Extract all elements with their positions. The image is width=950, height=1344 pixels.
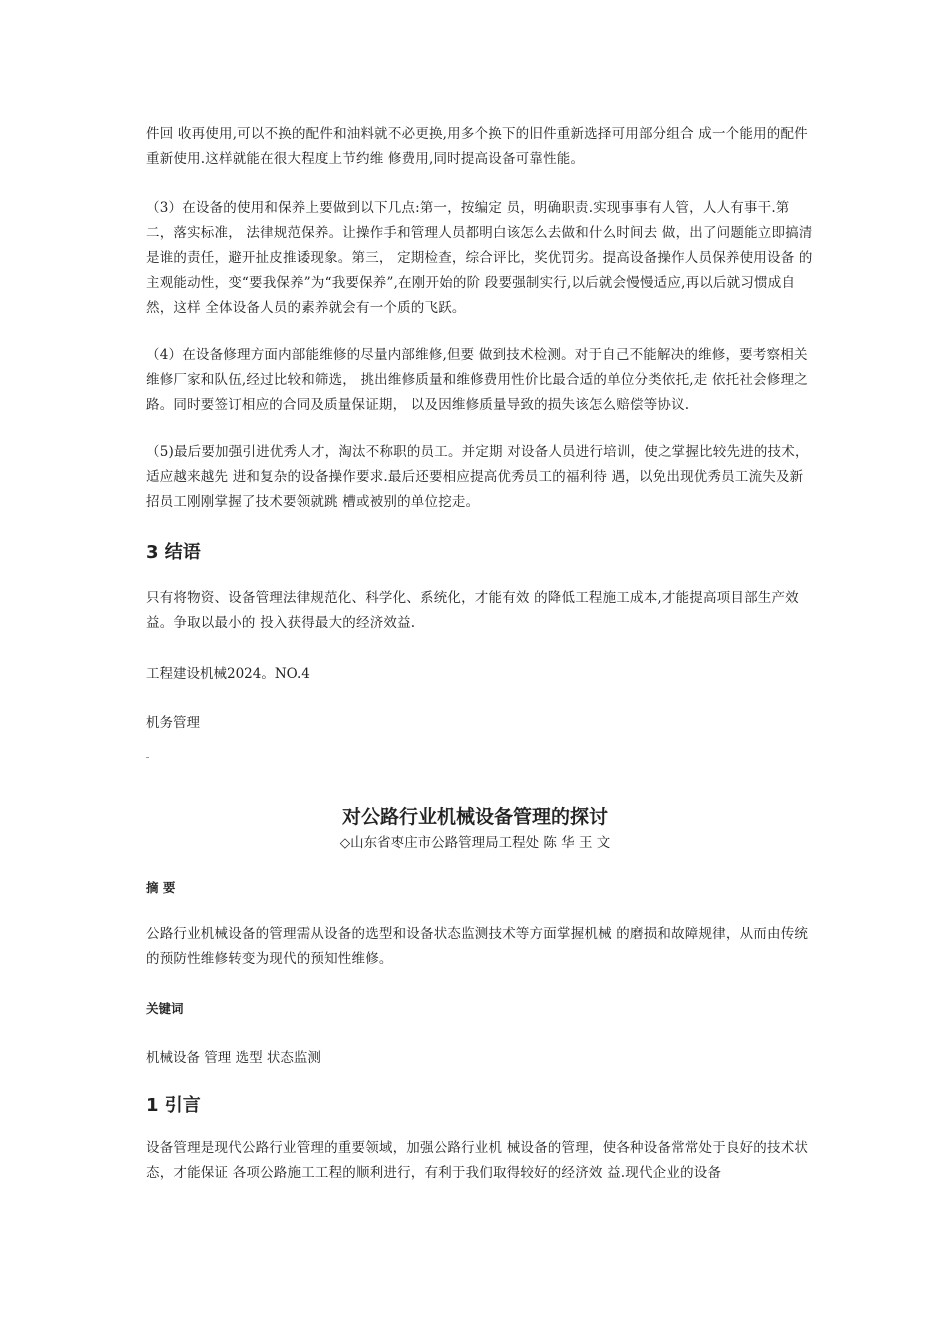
abstract-text: 公路行业机械设备的管理需从设备的选型和设备状态监测技术等方面掌握机械 的磨损和故障规律，从而由传统的预防性维修转变为现代的预知性维修。 [146, 926, 809, 967]
paragraph-repair: （4）在设备修理方面内部能维修的尽量内部维修,但要 做到技术检测。对于自己不能解决的维修，要考察相关维修厂家和队伍,经过比较和筛选， 挑出维修质量和维修费用性价比最合适的单位分类依托,走 依托社会修理之路。同时要签订相应的合同及质量保证期， 以及因维修质量导致的损失该怎么赔偿等协议. [146, 347, 808, 413]
keywords-text: 机械设备 管理 选型 状态监测 [146, 1050, 321, 1066]
article-title: 对公路行业机械设备管理的探讨 [341, 806, 608, 828]
article-byline: ◇山东省枣庄市公路管理局工程处 陈 华 王 文 [339, 835, 611, 851]
keywords-label: 关键词 [146, 1001, 184, 1016]
paragraph-parts-reuse: 件回 收再使用,可以不换的配件和油料就不必更换,用多个换下的旧件重新选择可用部分组合 成一个能用的配件重新使用.这样就能在很大程度上节约维 修费用,同时提高设备可靠性能。 [146, 126, 808, 167]
page-divider-mark [146, 757, 149, 758]
abstract-label: 摘 要 [146, 880, 176, 895]
intro-text: 设备管理是现代公路行业管理的重要领域，加强公路行业机 械设备的管理，使各种设备常常处于良好的技术状态，才能保证 各项公路施工工程的顺利进行，有利于我们取得较好的经济效 益.现代企业的设备 [146, 1140, 809, 1181]
journal-info: 工程建设机械2024。NO.4 [146, 666, 310, 682]
conclusion-text: 只有将物资、设备管理法律规范化、科学化、系统化，才能有效 的降低工程施工成本,才能提高项目部生产效益。争取以最小的 投入获得最大的经济效益. [146, 590, 799, 631]
paragraph-usage-maintenance: （3）在设备的使用和保养上要做到以下几点:第一，按编定 员，明确职责.实现事事有人管，人人有事干.第二，落实标准， 法律规范保养。让操作手和管理人员都明白该怎么去做和什么时间去 做，出了问题能立即搞清是谁的责任，避开扯皮推诿现象。第三， 定期检查，综合评比，奖优罚劣。提高设备操作人员保养使用设备 的主观能动性，变“要我保养”为“我要保养”,在刚开始的阶 段要强制实行,以后就会慢慢适应,再以后就习惯成自然，这样 全体设备人员的素养就会有一个质的飞跃。 [146, 200, 813, 316]
paragraph-talent: （5)最后要加强引进优秀人才，淘汰不称职的员工。并定期 对设备人员进行培训，使之掌握比较先进的技术，适应越来越先 进和复杂的设备操作要求.最后还要相应提高优秀员工的福利待 遇，以免出现优秀员工流失及新招员工刚刚掌握了技术要领就跳 槽或被别的单位挖走。 [146, 444, 809, 510]
section-label: 机务管理 [146, 715, 200, 731]
conclusion-heading: 3 结语 [146, 542, 201, 563]
intro-heading: 1 引言 [146, 1095, 201, 1116]
